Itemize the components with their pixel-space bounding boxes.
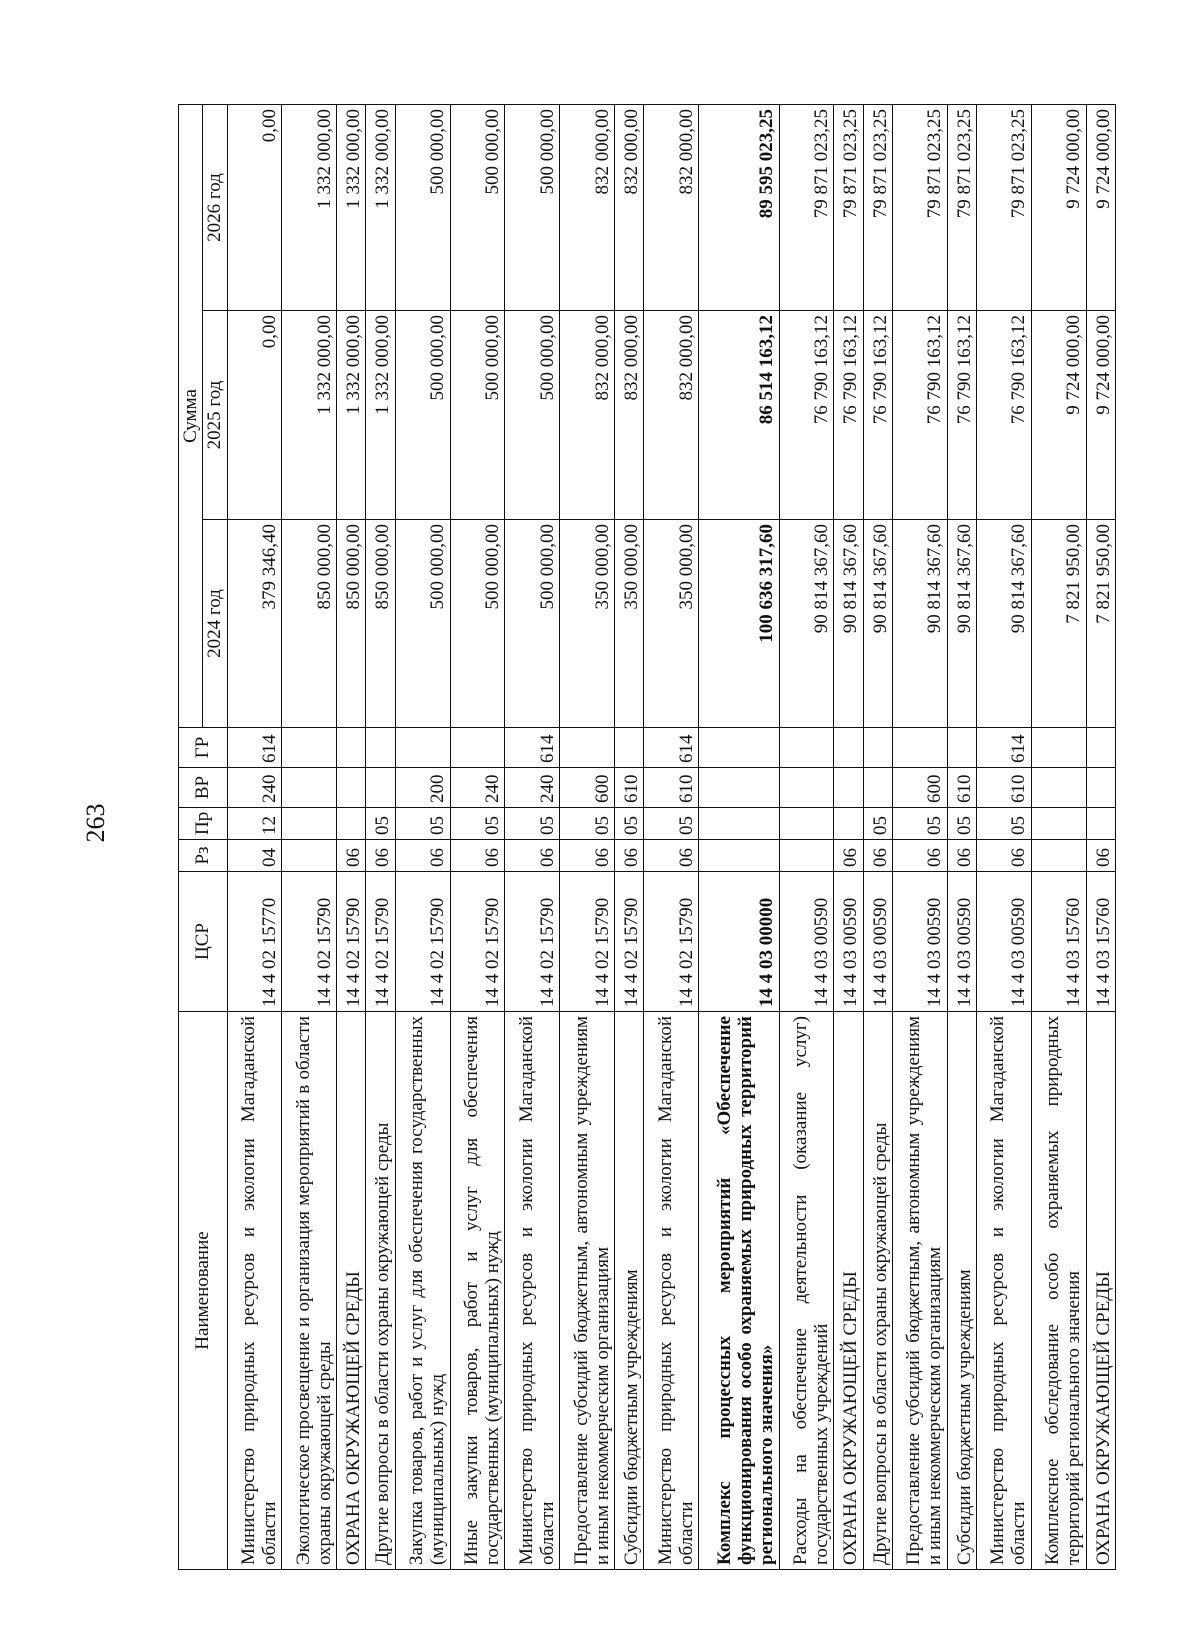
- header-year-2024: 2024 год: [203, 520, 227, 728]
- cell-y2025: 76 790 163,12: [892, 311, 947, 520]
- cell-csr: 14 4 03 00590: [947, 872, 976, 1012]
- table-row: [1031, 105, 1086, 1570]
- cell-y2024: 90 814 367,60: [779, 520, 834, 728]
- cell-rz: 04: [227, 840, 282, 872]
- header-year-2025: 2025 год: [203, 311, 227, 520]
- header-year-2026: 2026 год: [203, 105, 227, 311]
- cell-vr: [282, 768, 337, 808]
- cell-name: Субсидии бюджетным учреждениям: [615, 1012, 644, 1570]
- cell-rz: [1031, 840, 1086, 872]
- cell-y2026: 500 000,00: [505, 105, 560, 311]
- cell-vr: [779, 768, 834, 808]
- cell-name: Расходы на обеспечение деятельности (оказание услуг) государственных учреждений: [779, 1012, 834, 1570]
- cell-y2024: 90 814 367,60: [834, 520, 863, 728]
- cell-vr: 610: [615, 768, 644, 808]
- cell-vr: [834, 768, 863, 808]
- table-row: [337, 105, 366, 1570]
- cell-gr: [450, 728, 505, 768]
- cell-gr: [282, 728, 337, 768]
- cell-rz: 06: [615, 840, 644, 872]
- cell-vr: 200: [395, 768, 450, 808]
- table-row: [366, 105, 395, 1570]
- cell-y2026: 79 871 023,25: [892, 105, 947, 311]
- cell-gr: 614: [976, 728, 1031, 768]
- header-pr: Пр: [179, 808, 228, 840]
- cell-y2025: 76 790 163,12: [947, 311, 976, 520]
- cell-y2025: 9 724 000,00: [1086, 311, 1115, 520]
- table-row: [615, 105, 644, 1570]
- cell-vr: [863, 768, 892, 808]
- cell-y2026: 9 724 000,00: [1086, 105, 1115, 311]
- cell-vr: 610: [976, 768, 1031, 808]
- cell-csr: 14 4 03 00590: [834, 872, 863, 1012]
- cell-gr: 614: [505, 728, 560, 768]
- cell-csr: 14 4 02 15790: [450, 872, 505, 1012]
- cell-name: Иные закупки товаров, работ и услуг для обеспечения государственных (муниципальных) нужд: [450, 1012, 505, 1570]
- cell-y2026: 79 871 023,25: [947, 105, 976, 311]
- cell-csr: 14 4 03 00590: [976, 872, 1031, 1012]
- cell-csr: 14 4 02 15790: [366, 872, 395, 1012]
- cell-rz: 06: [1086, 840, 1115, 872]
- table-row: [834, 105, 863, 1570]
- cell-gr: [337, 728, 366, 768]
- cell-y2026: 0,00: [227, 105, 282, 311]
- cell-vr: [366, 768, 395, 808]
- cell-gr: [863, 728, 892, 768]
- cell-csr: 14 4 02 15790: [615, 872, 644, 1012]
- cell-rz: 06: [892, 840, 947, 872]
- cell-gr: [560, 728, 615, 768]
- cell-name: Предоставление субсидий бюджетным, автономным учреждениям и иным некоммерческим организациям: [560, 1012, 615, 1570]
- cell-y2024: 379 346,40: [227, 520, 282, 728]
- cell-pr: 05: [615, 808, 644, 840]
- cell-gr: [1086, 728, 1115, 768]
- cell-name: Министерство природных ресурсов и экологии Магаданской области: [644, 1012, 699, 1570]
- cell-y2025: 76 790 163,12: [976, 311, 1031, 520]
- cell-y2026: 79 871 023,25: [779, 105, 834, 311]
- cell-pr: 05: [976, 808, 1031, 840]
- cell-y2024: 7 821 950,00: [1086, 520, 1115, 728]
- table-row: [282, 105, 337, 1570]
- cell-csr: 14 4 02 15790: [644, 872, 699, 1012]
- table-row: [1086, 105, 1115, 1570]
- cell-y2026: 1 332 000,00: [366, 105, 395, 311]
- cell-gr: [1031, 728, 1086, 768]
- cell-rz: 06: [560, 840, 615, 872]
- cell-y2026: 832 000,00: [644, 105, 699, 311]
- cell-csr: 14 4 02 15790: [395, 872, 450, 1012]
- cell-rz: [779, 840, 834, 872]
- cell-y2025: 500 000,00: [395, 311, 450, 520]
- cell-y2026: 1 332 000,00: [282, 105, 337, 311]
- header-gr: ГР: [179, 728, 228, 768]
- cell-gr: 614: [227, 728, 282, 768]
- cell-pr: 05: [560, 808, 615, 840]
- cell-y2026: 79 871 023,25: [863, 105, 892, 311]
- cell-pr: [1031, 808, 1086, 840]
- cell-rz: 06: [834, 840, 863, 872]
- cell-y2026: 500 000,00: [450, 105, 505, 311]
- cell-rz: 06: [395, 840, 450, 872]
- cell-csr: 14 4 02 15790: [505, 872, 560, 1012]
- cell-name: Другие вопросы в области охраны окружающей среды: [863, 1012, 892, 1570]
- cell-vr: 610: [947, 768, 976, 808]
- header-rz: Рз: [179, 840, 228, 872]
- cell-y2025: 76 790 163,12: [779, 311, 834, 520]
- table-header: [179, 105, 228, 1570]
- cell-y2026: 832 000,00: [560, 105, 615, 311]
- cell-y2026: 89 595 023,25: [699, 105, 779, 311]
- cell-y2025: 1 332 000,00: [337, 311, 366, 520]
- cell-y2024: 500 000,00: [395, 520, 450, 728]
- table-row: [560, 105, 615, 1570]
- cell-csr: 14 4 03 00590: [779, 872, 834, 1012]
- cell-name: Закупка товаров, работ и услуг для обеспечения государственных (муниципальных) нужд: [395, 1012, 450, 1570]
- cell-y2026: 832 000,00: [615, 105, 644, 311]
- cell-y2024: 500 000,00: [505, 520, 560, 728]
- header-sum: Сумма: [179, 105, 203, 728]
- cell-name: Комплексное обследование особо охраняемых природных территорий регионального значения: [1031, 1012, 1086, 1570]
- table-row: [505, 105, 560, 1570]
- cell-csr: 14 4 03 15760: [1031, 872, 1086, 1012]
- cell-name: Министерство природных ресурсов и экологии Магаданской области: [227, 1012, 282, 1570]
- cell-rz: 06: [976, 840, 1031, 872]
- cell-vr: 610: [644, 768, 699, 808]
- cell-y2024: 90 814 367,60: [976, 520, 1031, 728]
- cell-y2024: 90 814 367,60: [892, 520, 947, 728]
- cell-y2025: 832 000,00: [560, 311, 615, 520]
- cell-pr: [779, 808, 834, 840]
- table-row: [947, 105, 976, 1570]
- cell-csr: 14 4 02 15790: [560, 872, 615, 1012]
- cell-y2024: 350 000,00: [644, 520, 699, 728]
- cell-y2026: 500 000,00: [395, 105, 450, 311]
- cell-pr: 12: [227, 808, 282, 840]
- header-csr: ЦСР: [179, 872, 228, 1012]
- cell-y2025: 832 000,00: [615, 311, 644, 520]
- cell-rz: 06: [337, 840, 366, 872]
- cell-y2025: 9 724 000,00: [1031, 311, 1086, 520]
- cell-pr: [699, 808, 779, 840]
- cell-name: ОХРАНА ОКРУЖАЮЩЕЙ СРЕДЫ: [1086, 1012, 1115, 1570]
- cell-y2025: 500 000,00: [450, 311, 505, 520]
- cell-rz: 06: [450, 840, 505, 872]
- cell-vr: 600: [892, 768, 947, 808]
- cell-vr: [1086, 768, 1115, 808]
- cell-gr: [395, 728, 450, 768]
- table-body: [227, 105, 1115, 1570]
- cell-y2025: 500 000,00: [505, 311, 560, 520]
- cell-name: ОХРАНА ОКРУЖАЮЩЕЙ СРЕДЫ: [834, 1012, 863, 1570]
- page-number: 263: [81, 803, 110, 843]
- table-row: [892, 105, 947, 1570]
- cell-pr: [1086, 808, 1115, 840]
- cell-rz: 06: [947, 840, 976, 872]
- cell-vr: [699, 768, 779, 808]
- table-row: [227, 105, 282, 1570]
- cell-y2024: 850 000,00: [366, 520, 395, 728]
- cell-pr: 05: [395, 808, 450, 840]
- cell-gr: [947, 728, 976, 768]
- cell-csr: 14 4 02 15770: [227, 872, 282, 1012]
- table-row: [395, 105, 450, 1570]
- cell-y2024: 500 000,00: [450, 520, 505, 728]
- cell-y2025: 76 790 163,12: [834, 311, 863, 520]
- cell-pr: 05: [505, 808, 560, 840]
- cell-vr: 240: [227, 768, 282, 808]
- table-row: [863, 105, 892, 1570]
- cell-y2024: 90 814 367,60: [863, 520, 892, 728]
- cell-gr: [699, 728, 779, 768]
- cell-y2025: 76 790 163,12: [863, 311, 892, 520]
- cell-gr: [615, 728, 644, 768]
- table-row: [644, 105, 699, 1570]
- cell-y2025: 1 332 000,00: [282, 311, 337, 520]
- table-row: [779, 105, 834, 1570]
- table-row: [699, 105, 779, 1570]
- cell-pr: 05: [366, 808, 395, 840]
- cell-pr: 05: [947, 808, 976, 840]
- cell-name: ОХРАНА ОКРУЖАЮЩЕЙ СРЕДЫ: [337, 1012, 366, 1570]
- cell-pr: 05: [450, 808, 505, 840]
- cell-name: Министерство природных ресурсов и экологии Магаданской области: [505, 1012, 560, 1570]
- header-name: Наименование: [179, 1012, 228, 1570]
- cell-csr: 14 4 03 00590: [863, 872, 892, 1012]
- cell-name: Субсидии бюджетным учреждениям: [947, 1012, 976, 1570]
- cell-vr: [1031, 768, 1086, 808]
- cell-y2024: 350 000,00: [615, 520, 644, 728]
- cell-vr: 600: [560, 768, 615, 808]
- cell-y2025: 832 000,00: [644, 311, 699, 520]
- cell-pr: [282, 808, 337, 840]
- cell-y2026: 9 724 000,00: [1031, 105, 1086, 311]
- cell-csr: 14 4 02 15790: [282, 872, 337, 1012]
- cell-name: Предоставление субсидий бюджетным, автономным учреждениям и иным некоммерческим организациям: [892, 1012, 947, 1570]
- budget-table: [178, 104, 1116, 1570]
- table-row: [450, 105, 505, 1570]
- cell-y2026: 79 871 023,25: [834, 105, 863, 311]
- cell-y2024: 350 000,00: [560, 520, 615, 728]
- cell-csr: 14 4 03 00590: [892, 872, 947, 1012]
- cell-y2024: 100 636 317,60: [699, 520, 779, 728]
- cell-gr: [779, 728, 834, 768]
- cell-pr: [834, 808, 863, 840]
- cell-rz: 06: [644, 840, 699, 872]
- cell-rz: 06: [505, 840, 560, 872]
- cell-y2025: 1 332 000,00: [366, 311, 395, 520]
- cell-csr: 14 4 03 15760: [1086, 872, 1115, 1012]
- cell-gr: 614: [644, 728, 699, 768]
- cell-vr: [337, 768, 366, 808]
- header-vr: ВР: [179, 768, 228, 808]
- cell-vr: 240: [505, 768, 560, 808]
- cell-gr: [892, 728, 947, 768]
- cell-y2024: 7 821 950,00: [1031, 520, 1086, 728]
- cell-pr: 05: [644, 808, 699, 840]
- cell-gr: [366, 728, 395, 768]
- cell-y2024: 850 000,00: [337, 520, 366, 728]
- rotated-table-container: [178, 105, 1116, 1570]
- cell-y2024: 850 000,00: [282, 520, 337, 728]
- table-row: [976, 105, 1031, 1570]
- cell-csr: 14 4 02 15790: [337, 872, 366, 1012]
- cell-pr: [337, 808, 366, 840]
- cell-pr: 05: [892, 808, 947, 840]
- cell-y2024: 90 814 367,60: [947, 520, 976, 728]
- cell-name: Министерство природных ресурсов и экологии Магаданской области: [976, 1012, 1031, 1570]
- cell-vr: 240: [450, 768, 505, 808]
- cell-y2026: 1 332 000,00: [337, 105, 366, 311]
- cell-rz: 06: [863, 840, 892, 872]
- cell-y2025: 0,00: [227, 311, 282, 520]
- cell-name: Другие вопросы в области охраны окружающей среды: [366, 1012, 395, 1570]
- cell-y2026: 79 871 023,25: [976, 105, 1031, 311]
- cell-name: Комплекс процессных мероприятий «Обеспечение функционирования особо охраняемых природных территорий регионального значения»: [699, 1012, 779, 1570]
- cell-rz: [282, 840, 337, 872]
- cell-pr: 05: [863, 808, 892, 840]
- cell-rz: 06: [366, 840, 395, 872]
- cell-gr: [834, 728, 863, 768]
- cell-y2025: 86 514 163,12: [699, 311, 779, 520]
- cell-csr: 14 4 03 00000: [699, 872, 779, 1012]
- cell-name: Экологическое просвещение и организация мероприятий в области охраны окружающей среды: [282, 1012, 337, 1570]
- cell-rz: [699, 840, 779, 872]
